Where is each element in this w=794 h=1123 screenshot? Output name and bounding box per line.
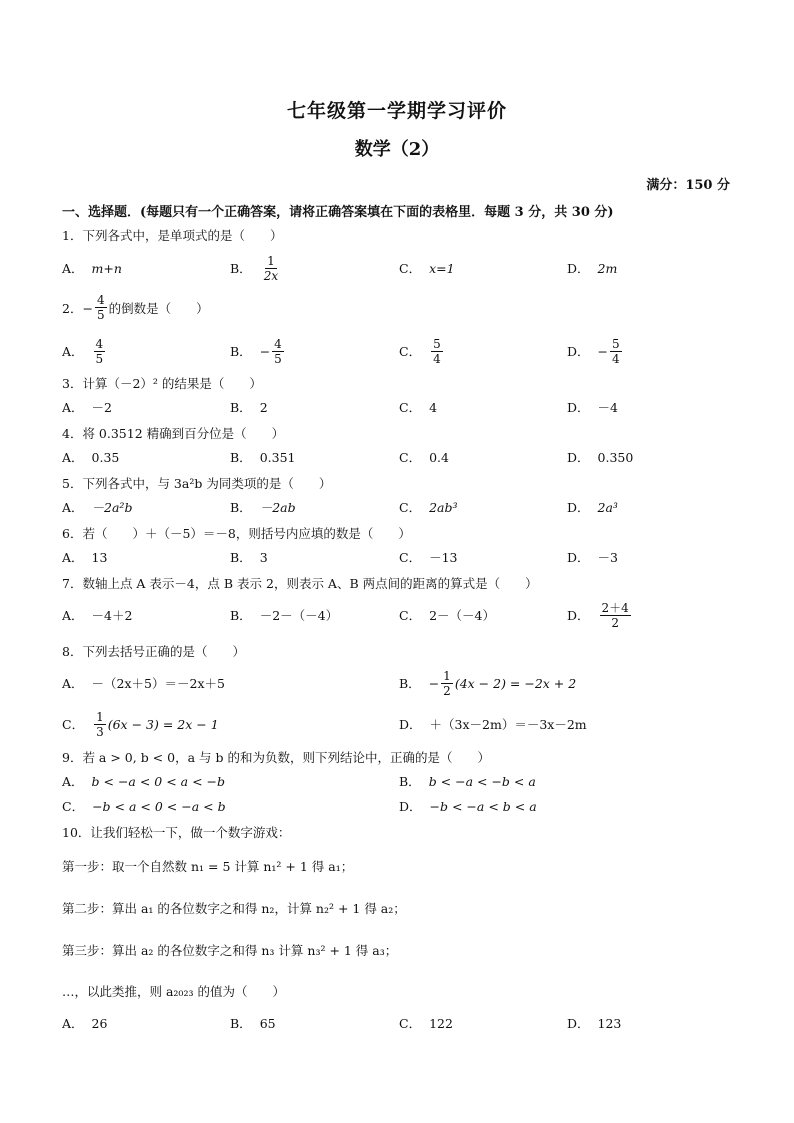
question-4-options: A． 0.35 B． 0.351 C． 0.4 D． 0.350: [62, 449, 634, 465]
question-9-stem: 9．若 a > 0, b < 0，a 与 b 的和为负数，则下列结论中，正确的是（ ）: [62, 750, 490, 765]
question-9-options-row2: C． −b < a < 0 < −a < b D． −b < −a < b < a: [62, 798, 537, 814]
question-5-stem: 5．下列各式中，与 3a²b 为同类项的是（ ）: [62, 476, 332, 491]
question-9-options-row1: A． b < −a < 0 < a < −b B． b < −a < −b < a: [62, 773, 536, 789]
question-10-stem: 10．让我们轻松一下，做一个数字游戏：: [62, 825, 291, 840]
question-5-options: A． －2a²b B． －2ab C． 2ab³ D． 2a³: [62, 499, 618, 515]
question-10-options: A． 26 B． 65 C． 122 D． 123: [62, 1015, 622, 1031]
question-10-step-1: 第一步：取一个自然数 n₁ = 5 计算 n₁² + 1 得 a₁；: [62, 859, 354, 874]
question-2-options: A． $\frac{4}{5}$ B． − $\frac{4}{5}$ C． $\frac{5}{4}$ D． − $\frac{5}{4}$: [62, 336, 620, 366]
question-1-options: A． m+n B． $\frac{1}{2x}$ C． x=1 D． 2m: [62, 253, 618, 283]
question-3-stem: 3．计算（－2）² 的结果是（ ）: [62, 376, 262, 391]
option-c: x=1: [429, 260, 455, 276]
question-7-options: A． －4＋2 B． －2－（－4） C． 2－（－4） D． $\frac{2+4}{2}$: [62, 600, 629, 630]
question-10-step-3: 第三步：算出 a₂ 的各位数字之和得 n₃ 计算 n₃² + 1 得 a₃；: [62, 943, 398, 958]
page-title: 七年级第一学期学习评价: [286, 100, 507, 122]
total-score: 满分：150 分: [646, 178, 730, 193]
section-heading: 一、选择题．(每题只有一个正确答案，请将正确答案填在下面的表格里．每题 3 分，共 30 分): [62, 205, 614, 220]
question-3-options: A． －2 B． 2 C． 4 D． －4: [62, 399, 618, 415]
question-6-options: A． 13 B． 3 C． －13 D． －3: [62, 549, 618, 565]
question-6-stem: 6．若（ ）＋（－5）＝－8，则括号内应填的数是（ ）: [62, 526, 411, 541]
option-d: 2m: [597, 260, 618, 276]
question-10-step-2: 第二步：算出 a₁ 的各位数字之和得 n₂，计算 n₂² + 1 得 a₂；: [62, 901, 406, 916]
question-7-stem: 7．数轴上点 A 表示－4，点 B 表示 2，则表示 A、B 两点间的距离的算式是（ ）: [62, 576, 538, 591]
question-8-options-row2: C． $\frac{1}{3}$ (6x − 3) = 2x − 1 D． ＋（3x－2m）＝－3x－2m: [62, 709, 587, 739]
question-8-stem: 8．下列去括号正确的是（ ）: [62, 644, 245, 659]
question-1-stem: 1．下列各式中，是单项式的是（ ）: [62, 228, 283, 243]
option-b: $\frac{1}{2x}$: [263, 253, 279, 283]
option-a: m+n: [91, 260, 122, 276]
question-8-options-row1: A． －（2x＋5）＝－2x＋5 B． − $\frac{1}{2}$ (4x − 2) = −2x + 2: [62, 668, 577, 698]
question-2-stem: 2．− $\frac{4}{5}$ 的倒数是（ ）: [62, 293, 209, 322]
question-4-stem: 4．将 0.3512 精确到百分位是（ ）: [62, 426, 285, 441]
page-subtitle: 数学（2）: [354, 139, 440, 160]
question-10-step-4: …，以此类推，则 a₂₀₂₃ 的值为（ ）: [62, 984, 285, 999]
